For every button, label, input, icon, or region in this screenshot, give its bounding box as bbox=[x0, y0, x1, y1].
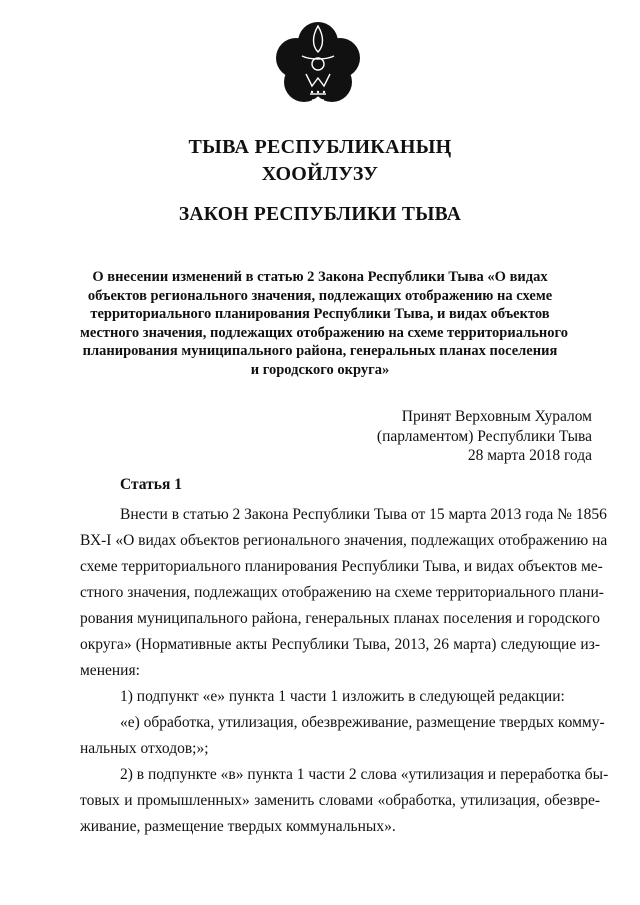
body-line: стного значения, подлежащих отображению на схеме территориального плани- bbox=[80, 584, 604, 601]
tuva-emblem-icon bbox=[272, 16, 364, 116]
adoption-line-1: Принят Верховным Хуралом bbox=[401, 408, 592, 425]
law-title-line: и городского округа» bbox=[250, 361, 390, 378]
body-line: менения: bbox=[80, 662, 140, 679]
law-title-line: объектов регионального значения, подлежащих отображению на схеме bbox=[87, 287, 553, 304]
body-line: живание, размещение твердых коммунальных». bbox=[80, 818, 396, 835]
header-line-2: ХООЙЛУЗУ bbox=[261, 163, 379, 185]
law-title-line: О внесении изменений в статью 2 Закона Республики Тыва «О видах bbox=[92, 269, 548, 285]
body-line: рования муниципального района, генеральных планах поселения и городского bbox=[80, 610, 600, 627]
adoption-date: 28 марта 2018 года bbox=[467, 447, 592, 464]
article-body bbox=[80, 502, 609, 840]
law-heading: ЗАКОН РЕСПУБЛИКИ ТЫВА bbox=[178, 204, 462, 225]
adoption-line-2: (парламентом) Республики Тыва bbox=[376, 427, 592, 445]
law-title-line: планирования муниципального района, генеральных планах поселения bbox=[82, 343, 558, 360]
body-line: округа» (Нормативные акты Республики Тыва, 2013, 26 марта) следующие из- bbox=[80, 636, 600, 653]
body-line: «е) обработка, утилизация, обезвреживание, размещение твердых комму- bbox=[120, 714, 605, 731]
body-line: схеме территориального планирования Республики Тыва, и видах объектов ме- bbox=[80, 558, 603, 575]
header-line-1: ТЫВА РЕСПУБЛИКАНЫҢ bbox=[188, 136, 452, 158]
adoption-block bbox=[377, 407, 592, 466]
body-line: Внести в статью 2 Закона Республики Тыва от 15 марта 2013 года № 1856 bbox=[120, 506, 607, 523]
body-line: нальных отходов;»; bbox=[80, 740, 209, 757]
body-line: 2) в подпункте «в» пункта 1 части 2 слова «утилизация и переработка бы- bbox=[120, 766, 609, 783]
law-title bbox=[80, 268, 568, 380]
law-title-line: местного значения, подлежащих отображению на схеме территориального bbox=[80, 324, 568, 341]
law-title-line: территориального планирования Республики Тыва, и видах объектов bbox=[90, 306, 550, 323]
body-line: ВХ-I «О видах объектов регионального значения, подлежащих отображению на bbox=[80, 532, 608, 549]
body-line: товых и промышленных» заменить словами «обработка, утилизация, обезвре- bbox=[80, 792, 600, 809]
article-title: Статья 1 bbox=[120, 476, 182, 493]
body-line: 1) подпункт «е» пункта 1 части 1 изложить в следующей редакции: bbox=[120, 688, 565, 705]
